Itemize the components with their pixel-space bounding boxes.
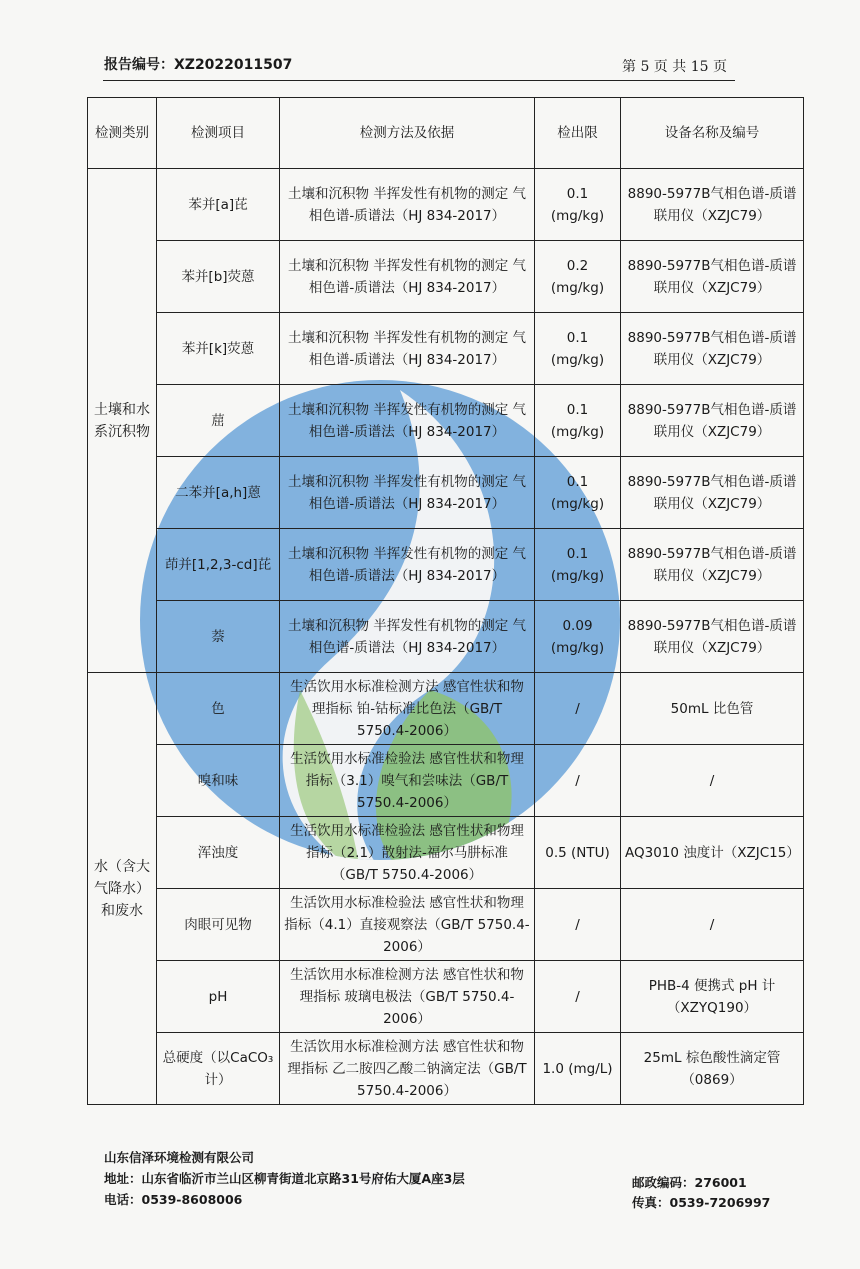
item-cell: 色 (157, 673, 280, 745)
table-row (88, 1033, 804, 1105)
limit-cell: 0.1 (mg/kg) (535, 385, 621, 457)
method-cell: 土壤和沉积物 半挥发性有机物的测定 气相色谱-质谱法（HJ 834-2017） (280, 457, 535, 529)
device-cell: 8890-5977B气相色谱-质谱联用仪（XZJC79） (621, 169, 804, 241)
method-cell: 土壤和沉积物 半挥发性有机物的测定 气相色谱-质谱法（HJ 834-2017） (280, 601, 535, 673)
device-cell: 8890-5977B气相色谱-质谱联用仪（XZJC79） (621, 601, 804, 673)
item-cell: 嗅和味 (157, 745, 280, 817)
method-cell: 土壤和沉积物 半挥发性有机物的测定 气相色谱-质谱法（HJ 834-2017） (280, 385, 535, 457)
device-cell: AQ3010 浊度计（XZJC15） (621, 817, 804, 889)
limit-cell: 0.09 (mg/kg) (535, 601, 621, 673)
table-row (88, 529, 804, 601)
item-cell: 浑浊度 (157, 817, 280, 889)
item-cell: 苯并[a]芘 (157, 169, 280, 241)
header-category: 检测类别 (88, 98, 157, 169)
table-row (88, 961, 804, 1033)
method-cell: 生活饮用水标准检验法 感官性状和物理指标（4.1）直接观察法（GB/T 5750.4-2006） (280, 889, 535, 961)
header-rule (103, 80, 735, 81)
limit-cell: 0.1 (mg/kg) (535, 313, 621, 385)
limit-cell: 0.1 (mg/kg) (535, 169, 621, 241)
detection-methods-table (87, 97, 804, 1105)
method-cell: 生活饮用水标准检测方法 感官性状和物理指标 铂-钴标准比色法（GB/T 5750.4-2006） (280, 673, 535, 745)
limit-cell: / (535, 745, 621, 817)
footer-company: 山东信泽环境检测有限公司 (104, 1150, 255, 1165)
item-cell: 䓛 (157, 385, 280, 457)
device-cell: / (621, 889, 804, 961)
limit-cell: 0.2 (mg/kg) (535, 241, 621, 313)
header-item: 检测项目 (157, 98, 280, 169)
page-indicator: 第 5 页 共 15 页 (622, 59, 727, 75)
item-cell: 总硬度（以CaCO₃计） (157, 1033, 280, 1105)
footer-fax: 传真：0539-7206997 (632, 1195, 771, 1210)
table-row (88, 601, 804, 673)
footer-postcode: 邮政编码：276001 (632, 1175, 747, 1190)
header-device: 设备名称及编号 (621, 98, 804, 169)
device-cell: 8890-5977B气相色谱-质谱联用仪（XZJC79） (621, 385, 804, 457)
item-cell: 二苯并[a,h]蒽 (157, 457, 280, 529)
table-row (88, 457, 804, 529)
limit-cell: / (535, 961, 621, 1033)
table-row (88, 673, 804, 745)
item-cell: pH (157, 961, 280, 1033)
table-row (88, 169, 804, 241)
method-cell: 生活饮用水标准检验法 感官性状和物理指标（3.1）嗅气和尝味法（GB/T 5750.4-2006） (280, 745, 535, 817)
footer-phone: 电话：0539-8608006 (104, 1192, 243, 1207)
method-cell: 生活饮用水标准检测方法 感官性状和物理指标 玻璃电极法（GB/T 5750.4-2006） (280, 961, 535, 1033)
method-cell: 土壤和沉积物 半挥发性有机物的测定 气相色谱-质谱法（HJ 834-2017） (280, 241, 535, 313)
device-cell: PHB-4 便携式 pH 计（XZYQ190） (621, 961, 804, 1033)
limit-cell: 0.1 (mg/kg) (535, 529, 621, 601)
method-cell: 土壤和沉积物 半挥发性有机物的测定 气相色谱-质谱法（HJ 834-2017） (280, 529, 535, 601)
table-header-row (88, 98, 804, 169)
category-soil: 土壤和水系沉积物 (88, 169, 157, 673)
limit-cell: / (535, 889, 621, 961)
limit-cell: 1.0 (mg/L) (535, 1033, 621, 1105)
method-cell: 土壤和沉积物 半挥发性有机物的测定 气相色谱-质谱法（HJ 834-2017） (280, 169, 535, 241)
limit-cell: / (535, 673, 621, 745)
table-row (88, 313, 804, 385)
table-row (88, 385, 804, 457)
item-cell: 茚并[1,2,3-cd]芘 (157, 529, 280, 601)
device-cell: 8890-5977B气相色谱-质谱联用仪（XZJC79） (621, 241, 804, 313)
table-row (88, 745, 804, 817)
limit-cell: 0.1 (mg/kg) (535, 457, 621, 529)
method-cell: 土壤和沉积物 半挥发性有机物的测定 气相色谱-质谱法（HJ 834-2017） (280, 313, 535, 385)
item-cell: 肉眼可见物 (157, 889, 280, 961)
limit-cell: 0.5 (NTU) (535, 817, 621, 889)
report-number: 报告编号：XZ2022011507 (104, 57, 293, 73)
device-cell: 25mL 棕色酸性滴定管（0869） (621, 1033, 804, 1105)
device-cell: 8890-5977B气相色谱-质谱联用仪（XZJC79） (621, 313, 804, 385)
item-cell: 苯并[k]荧蒽 (157, 313, 280, 385)
table-row (88, 817, 804, 889)
table-row (88, 241, 804, 313)
device-cell: 50mL 比色管 (621, 673, 804, 745)
item-cell: 萘 (157, 601, 280, 673)
method-cell: 生活饮用水标准检测方法 感官性状和物理指标 乙二胺四乙酸二钠滴定法（GB/T 5750.4-2006） (280, 1033, 535, 1105)
table-row (88, 889, 804, 961)
device-cell: 8890-5977B气相色谱-质谱联用仪（XZJC79） (621, 529, 804, 601)
header-limit: 检出限 (535, 98, 621, 169)
method-cell: 生活饮用水标准检验法 感官性状和物理指标（2.1）散射法-福尔马肼标准（GB/T 5750.4-2006） (280, 817, 535, 889)
category-water: 水（含大气降水）和废水 (88, 673, 157, 1105)
footer-address: 地址：山东省临沂市兰山区柳青街道北京路31号府佑大厦A座3层 (104, 1171, 465, 1186)
device-cell: / (621, 745, 804, 817)
item-cell: 苯并[b]荧蒽 (157, 241, 280, 313)
header-method: 检测方法及依据 (280, 98, 535, 169)
device-cell: 8890-5977B气相色谱-质谱联用仪（XZJC79） (621, 457, 804, 529)
